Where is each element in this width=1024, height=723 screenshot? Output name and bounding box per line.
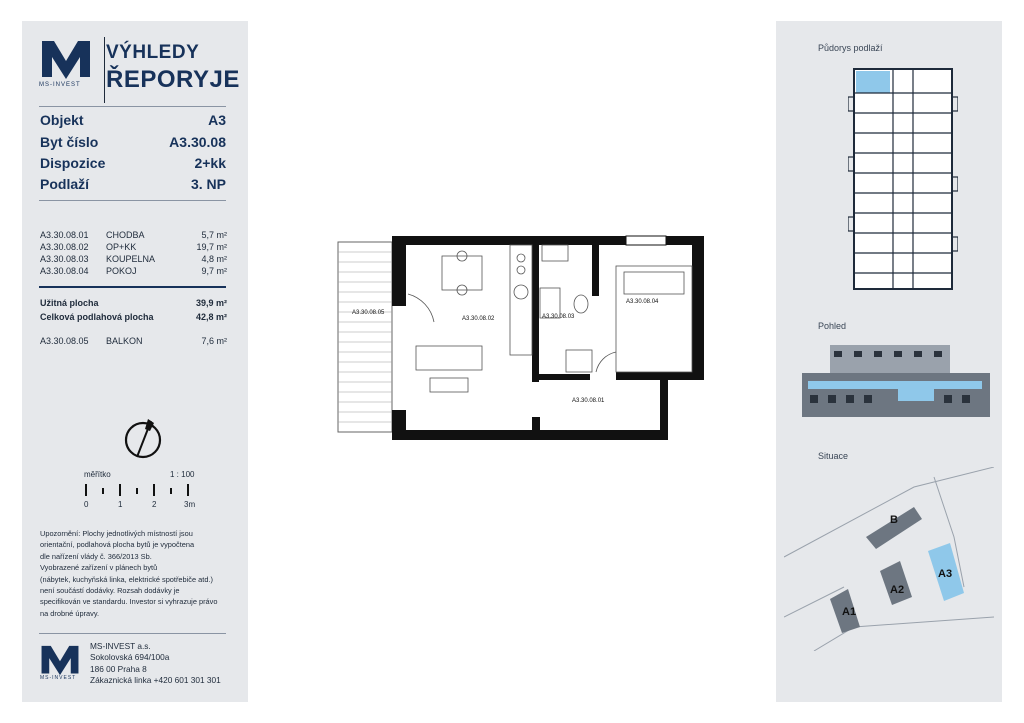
- info-panel: [22, 21, 248, 702]
- situation-title: Situace: [818, 451, 849, 461]
- scale-ratio: 1 : 100: [170, 470, 195, 479]
- total-area: Celková podlahová plocha 42,8 m²: [40, 312, 227, 322]
- plan-label-bath: A3.30.08.03: [542, 314, 575, 320]
- scale-tick: 0: [84, 500, 89, 509]
- building-label: A3: [938, 568, 953, 580]
- scale-label: měřítko: [84, 470, 111, 479]
- plan-label-hall: A3.30.08.01: [572, 398, 605, 404]
- plan-label-room: A3.30.08.04: [626, 299, 659, 305]
- north-arrow-icon: [120, 417, 166, 463]
- balcony-row: A3.30.08.05 BALKON 7,6 m²: [40, 336, 227, 346]
- view-title: Pohled: [818, 321, 847, 331]
- scale-tick: 1: [118, 500, 123, 509]
- context-panel: [776, 21, 1002, 702]
- building-elevation: [798, 343, 994, 423]
- divider: [39, 200, 226, 201]
- summary-object: Objekt A3: [40, 112, 226, 128]
- building-label: A2: [890, 584, 905, 596]
- building-label: A1: [842, 606, 857, 618]
- company-address: MS-INVEST a.s. Sokolovská 694/100a 186 00 Praha 8 Zákaznická linka +420 601 301 301: [90, 641, 221, 686]
- summary-floor: Podlaží 3. NP: [40, 176, 226, 192]
- plan-label-balcony: A3.30.08.05: [352, 310, 385, 316]
- logo-text: MS-INVEST: [40, 675, 77, 681]
- room-row: A3.30.08.01 CHODBA 5,7 m²: [40, 230, 227, 240]
- divider: [39, 633, 226, 634]
- room-row: A3.30.08.02 OP+KK 19,7 m²: [40, 242, 227, 252]
- floor-overview-plan: [848, 67, 958, 295]
- apartment-floor-plan: [336, 232, 706, 444]
- site-situation-map: [784, 467, 994, 651]
- summary-unit: Byt číslo A3.30.08: [40, 134, 226, 150]
- useful-area: Užitná plocha 39,9 m²: [40, 298, 227, 308]
- scale-tick: 2: [152, 500, 157, 509]
- disclaimer-text: Upozornění: Plochy jednotlivých místností jsou orientační, podlahová plocha bytů je vypočtena dle nařízení vlády č. 366/2013 Sb. Vyobrazené zařízení v plánech bytů (nábytek, kuchyňská linka, elektrické spotřebiče atd.) není součástí dodávky. Rozsah dodávky je specifikován ve standardu. Investor si vyhrazuje právo na drobné úpravy.: [40, 529, 218, 618]
- scale-tick: 3m: [184, 500, 196, 509]
- floorplan-title: Půdorys podlaží: [818, 43, 883, 53]
- divider: [39, 286, 226, 288]
- project-title: VÝHLEDY ŘEPORYJE: [106, 42, 240, 93]
- plan-label-living: A3.30.08.02: [462, 316, 495, 322]
- brand-divider: [104, 37, 105, 103]
- room-row: A3.30.08.04 POKOJ 9,7 m²: [40, 266, 227, 276]
- scale-bar: [84, 482, 194, 496]
- divider: [39, 106, 226, 107]
- logo-text: MS-INVEST: [39, 82, 81, 88]
- summary-layout: Dispozice 2+kk: [40, 155, 226, 171]
- room-row: A3.30.08.03 KOUPELNA 4,8 m²: [40, 254, 227, 264]
- building-label: B: [890, 514, 898, 526]
